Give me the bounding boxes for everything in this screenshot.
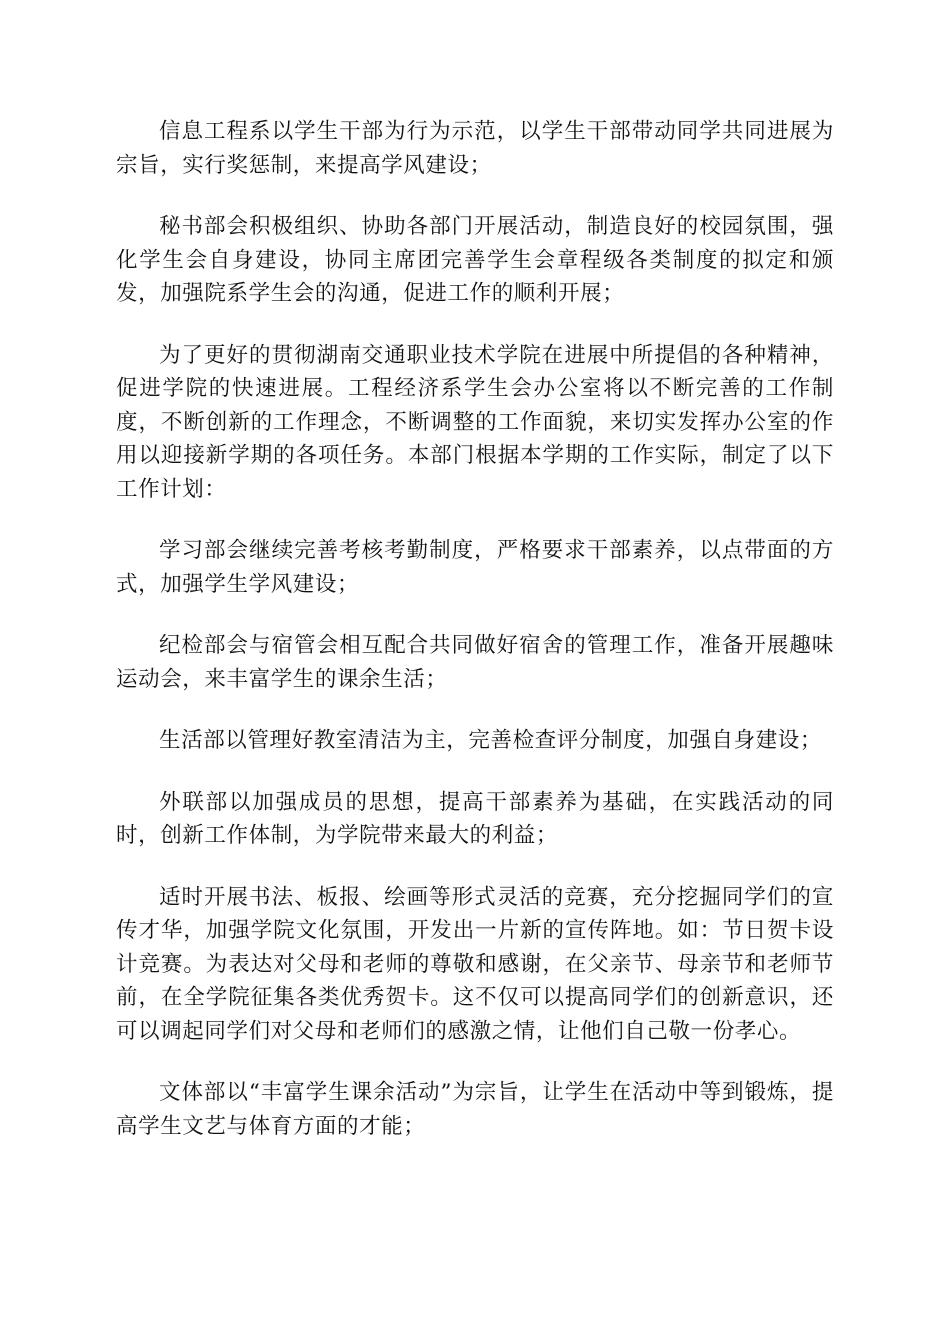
paragraph-publicity-competitions: 适时开展书法、板报、绘画等形式灵活的竞赛，充分挖掘同学们的宣传才华，加强学院文化氛围，开发出一片新的宣传阵地。如：节日贺卡设计竞赛。为表达对父母和老师的尊敬和感谢，在父亲节、母亲节和老师节前，在全学院征集各类优秀贺卡。这不仅可以提高同学们的创新意识，还可以调起同学们对父母和老师们的感激之情，让他们自己敬一份孝心。 [116,884,834,1044]
paragraph-information-engineering: 信息工程系以学生干部为行为示范，以学生干部带动同学共同进展为宗旨，实行奖惩制，来提高学风建设； [116,119,834,178]
paragraph-sports-culture: 文体部以“丰富学生课余活动”为宗旨，让学生在活动中等到锻炼，提高学生文艺与体育方面的才能； [116,1080,834,1139]
paragraph-life-department: 生活部以管理好教室清洁为主，完善检查评分制度，加强自身建设； [159,728,823,753]
paragraph-study-department: 学习部会继续完善考核考勤制度，严格要求干部素养，以点带面的方式，加强学生学风建设； [116,538,834,597]
paragraph-discipline-department: 纪检部会与宿管会相互配合共同做好宿舍的管理工作，准备开展趣味运动会，来丰富学生的课余生活； [116,633,834,692]
document-page [116,115,834,1171]
paragraph-external-relations: 外联部以加强成员的思想，提高干部素养为基础，在实践活动的同时，创新工作体制，为学院带来最大的利益； [116,789,834,848]
paragraph-secretariat: 秘书部会积极组织、协助各部门开展活动，制造良好的校园氛围，强化学生会自身建设，协同主席团完善学生会章程级各类制度的拟定和颁发，加强院系学生会的沟通，促进工作的顺利开展； [116,214,834,306]
paragraph-office-plan: 为了更好的贯彻湖南交通职业技术学院在进展中所提倡的各种精神，促进学院的快速进展。工程经济系学生会办公室将以不断完善的工作制度，不断创新的工作理念，不断调整的工作面貌，来切实发挥办公室的作用以迎接新学期的各项任务。本部门根据本学期的工作实际，制定了以下工作计划： [116,342,834,502]
